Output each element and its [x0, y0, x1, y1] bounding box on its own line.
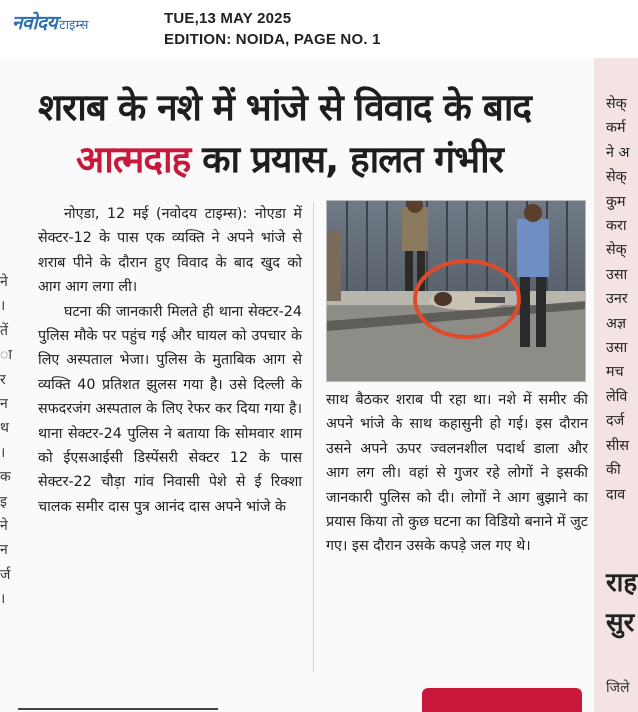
- left-fragment-line: क: [0, 469, 11, 486]
- headline-line-1: शराब के नशे में भांजे से विवाद के बाद: [38, 86, 532, 129]
- brand-logo[interactable]: [12, 9, 88, 35]
- adjacent-article-line: अज्ञ: [606, 315, 627, 332]
- article-paragraph-2: घटना की जानकारी मिलते ही थाना सेक्टर-24 पुलिस मौके पर पहुंच गई और घायल को उपचार के लिए अस्पताल भेजा। पुलिस के मुताबिक आग से व्यक्ति 40 प्रतिशत झुलस गया है। उसे दिल्ली के सफदरजंग अस्पताल के लिए रेफर कर दिया गया है। थाना सेक्टर-24 पुलिस ने बताया कि सोमवार शाम को ईएसआईसी डिस्पेंसरी सेक्टर 12 के पास सेक्टर-22 चौड़ा गांव निवासी पेशे से ई रिक्शा चालक समीर दास पुत्र आनंद दास अपने भांजे के: [38, 303, 302, 515]
- edition-date: TUE,13 MAY 2025: [164, 10, 292, 27]
- headline-highlight: आत्मदाह: [76, 138, 191, 181]
- article-column-2: साथ बैठकर शराब पी रहा था। नशे में समीर की अपने भांजे के साथ कहासुनी हो गई। इस दौरान उसने अपने ऊपर ज्वलनशील पदार्थ डाला और आग लग ली। वहां से गुजर रहे लोगों ने इसकी जानकारी पुलिस को दी। लोगों ने आग बुझाने का प्रयास किया तो कुछ घटना का विडियो बनाने में जुट गए। इस दौरान उसके कपड़े जल गए थे।: [326, 392, 588, 555]
- left-fragment-line: थ: [0, 420, 9, 437]
- adjacent-article-footer: जिले: [606, 680, 630, 696]
- edition-info: [164, 8, 381, 50]
- column-divider: [313, 202, 314, 672]
- adjacent-article-line: ने अ: [606, 144, 630, 161]
- adjacent-heading-line: राह: [606, 568, 638, 598]
- left-fragment-line: इ: [0, 493, 7, 510]
- headline-line-2: [76, 138, 576, 182]
- adjacent-article-line: सीस: [606, 437, 630, 454]
- left-fragment-line: ा: [0, 347, 12, 364]
- article-dateline-paragraph: नोएडा, 12 मई (नवोदय टाइम्स): नोएडा में सेक्टर-12 के पास एक व्यक्ति ने अपने भांजे से शराब पीने के दौरान हुए विवाद के बाद खुद को आग आग लगा ली।: [38, 206, 302, 296]
- adjacent-article-line: की: [606, 462, 621, 479]
- adjacent-article-line: दाव: [606, 486, 626, 503]
- adjacent-article-heading: [606, 563, 637, 643]
- adjacent-article-line: उनर: [606, 291, 628, 308]
- newspaper-clipping: [0, 58, 638, 712]
- bottom-rule: [18, 708, 218, 710]
- news-photo-illustration: [327, 201, 586, 382]
- brand-sub: टाइम्स: [59, 18, 89, 33]
- bottom-red-banner: [422, 688, 582, 712]
- left-fragment-line: र: [0, 371, 6, 388]
- adjacent-article-line: दर्ज: [606, 413, 625, 430]
- left-fragment-line: ने: [0, 518, 8, 535]
- left-fragment-line: र्ज: [0, 566, 11, 583]
- adjacent-article-line: कुम: [606, 193, 626, 210]
- headline-line-2-rest: का प्रयास, हालत गंभीर: [190, 138, 503, 181]
- left-fragment-line: ने: [0, 274, 8, 290]
- adjacent-article-line: सेक्: [606, 169, 627, 186]
- left-fragment-line: ।: [0, 298, 6, 315]
- adjacent-article-line: कर्म: [606, 120, 626, 137]
- adjacent-heading-line: सुर: [606, 608, 635, 638]
- left-fragment-line: तें: [0, 322, 8, 339]
- adjacent-article-line: लेवि: [606, 388, 628, 405]
- adjacent-article-fragment: [594, 58, 638, 712]
- adjacent-article-line: सेक्: [606, 96, 627, 112]
- news-photo: [326, 200, 586, 382]
- adjacent-article-line: उसा: [606, 266, 628, 283]
- bottom-headline-fragment: [0, 680, 600, 712]
- brand-main: नवोदय: [12, 12, 58, 34]
- left-fragment-line: ।: [0, 444, 6, 461]
- left-fragment-line: ।: [0, 591, 6, 608]
- adjacent-article-line: करा: [606, 218, 627, 235]
- edition-header: [0, 0, 638, 58]
- adjacent-article-line: सेक्: [606, 242, 627, 259]
- left-fragment-line: न: [0, 542, 8, 559]
- adjacent-article-line: मच: [606, 364, 624, 381]
- article-column-1: [38, 202, 302, 519]
- edition-page: EDITION: NOIDA, PAGE NO. 1: [164, 31, 381, 48]
- left-column-fragment: [0, 270, 14, 612]
- adjacent-article-line: उसा: [606, 340, 628, 357]
- adjacent-article-text: [606, 92, 629, 507]
- left-fragment-line: न: [0, 396, 8, 413]
